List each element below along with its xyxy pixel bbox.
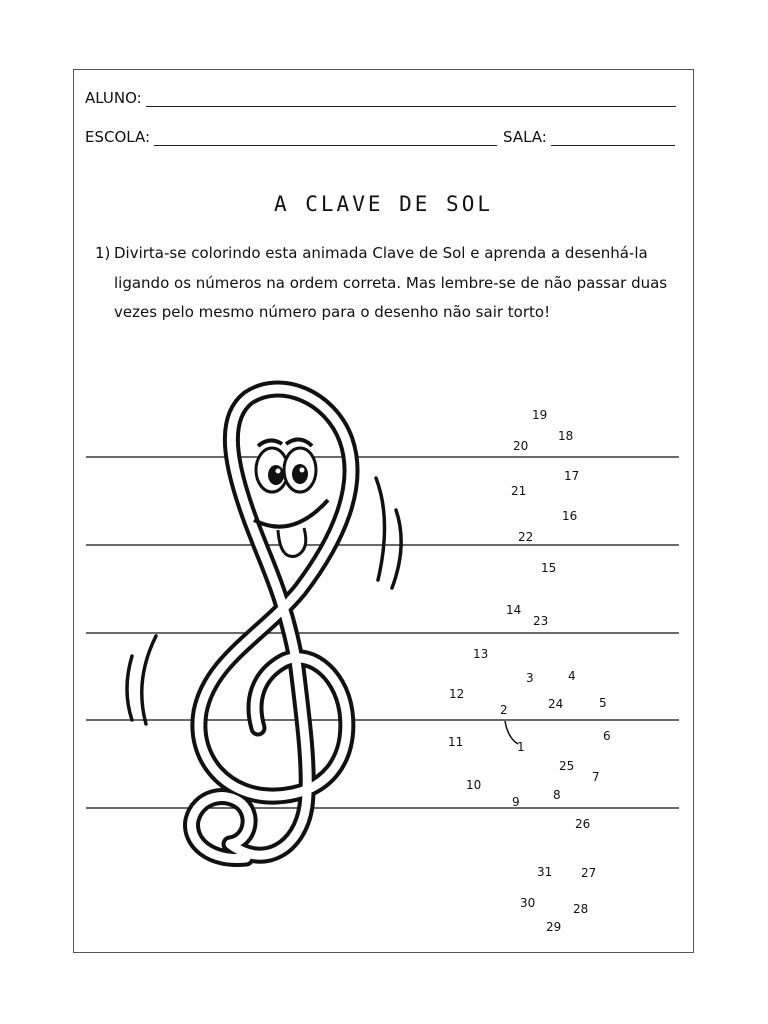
dot-number: 16 — [562, 509, 578, 523]
dot-number: 19 — [532, 408, 548, 422]
dot-number: 27 — [581, 866, 597, 880]
left-pupil — [268, 465, 284, 485]
dot-number: 5 — [599, 696, 607, 710]
aluno-label: ALUNO: — [85, 89, 142, 107]
dot-number: 21 — [511, 484, 527, 498]
dot-number: 3 — [526, 671, 534, 685]
dot-number: 13 — [473, 647, 489, 661]
dot-number: 26 — [575, 817, 591, 831]
escola-label: ESCOLA: — [85, 128, 151, 146]
dot-number: 22 — [518, 530, 534, 544]
right-pupil — [292, 464, 308, 484]
dot-number: 28 — [573, 902, 589, 916]
sala-label: SALA: — [503, 128, 547, 146]
dot-number: 29 — [546, 920, 562, 934]
dot-number: 30 — [520, 896, 536, 910]
dot-number: 1 — [517, 740, 525, 754]
dot-number: 8 — [553, 788, 561, 802]
dot-number: 18 — [558, 429, 574, 443]
instruction-text: Divirta-se colorindo esta animada Clave de Sol e aprenda a desenhá-la ligando os números na ordem correta. Mas lembre-se de não passar duas vezes pelo mesmo número para o desenho não sair torto! — [114, 244, 668, 321]
dot-number: 17 — [564, 469, 580, 483]
dot-number: 11 — [448, 735, 464, 749]
instruction-number: 1) — [95, 244, 111, 262]
page-title: A CLAVE DE SOL — [273, 192, 493, 216]
tongue — [278, 528, 306, 556]
dot-number: 10 — [466, 778, 482, 792]
dot-number: 9 — [512, 795, 520, 809]
dot-number: 4 — [568, 669, 576, 683]
dot-number: 24 — [548, 697, 564, 711]
dot-number: 15 — [541, 561, 557, 575]
dot-number: 12 — [449, 687, 465, 701]
dot-number: 14 — [506, 603, 522, 617]
dot-number: 2 — [500, 703, 508, 717]
smile — [254, 500, 328, 527]
dot-number: 6 — [603, 729, 611, 743]
dot-number: 20 — [513, 439, 529, 453]
dot-number: 31 — [537, 865, 553, 879]
dot-number: 7 — [592, 770, 600, 784]
dot-number: 25 — [559, 759, 575, 773]
dot-number: 23 — [533, 614, 549, 628]
